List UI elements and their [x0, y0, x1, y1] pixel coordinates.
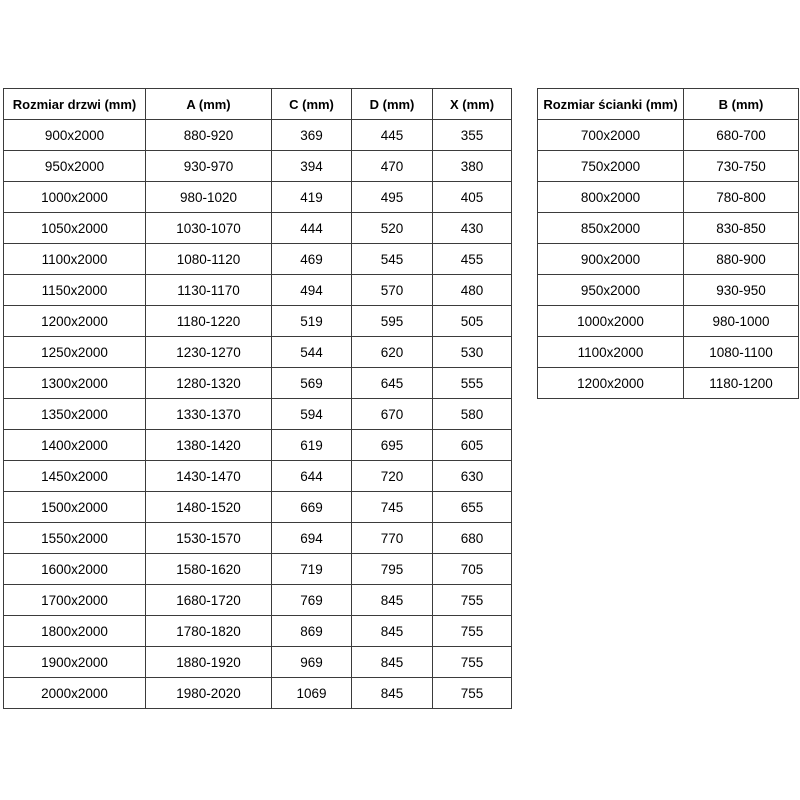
table-cell: 419: [272, 182, 352, 213]
table-cell: 795: [352, 554, 433, 585]
table-cell: 569: [272, 368, 352, 399]
table-cell: 845: [352, 678, 433, 709]
header-cell: Rozmiar ścianki (mm): [538, 89, 684, 120]
table-cell: 1330-1370: [146, 399, 272, 430]
table-cell: 605: [433, 430, 512, 461]
table-row: [538, 368, 799, 399]
table-row: [538, 120, 799, 151]
table-cell: 850x2000: [538, 213, 684, 244]
table-cell: 369: [272, 120, 352, 151]
table-cell: 1680-1720: [146, 585, 272, 616]
table-row: [4, 244, 512, 275]
header-cell: Rozmiar drzwi (mm): [4, 89, 146, 120]
table-cell: 1450x2000: [4, 461, 146, 492]
table-cell: 1100x2000: [538, 337, 684, 368]
table-cell: 880-920: [146, 120, 272, 151]
table-cell: 695: [352, 430, 433, 461]
table-cell: 1130-1170: [146, 275, 272, 306]
table-cell: 544: [272, 337, 352, 368]
header-row: [538, 89, 799, 120]
table-cell: 630: [433, 461, 512, 492]
table-cell: 1580-1620: [146, 554, 272, 585]
table-cell: 1480-1520: [146, 492, 272, 523]
header-row: [4, 89, 512, 120]
table-cell: 669: [272, 492, 352, 523]
table-row: [4, 182, 512, 213]
table-row: [4, 492, 512, 523]
table-cell: 1350x2000: [4, 399, 146, 430]
table-cell: 745: [352, 492, 433, 523]
table-cell: 1150x2000: [4, 275, 146, 306]
table-cell: 519: [272, 306, 352, 337]
table-cell: 480: [433, 275, 512, 306]
table-cell: 755: [433, 678, 512, 709]
wall-size-table: [537, 88, 799, 399]
table-cell: 845: [352, 647, 433, 678]
table-cell: 1400x2000: [4, 430, 146, 461]
table-cell: 845: [352, 616, 433, 647]
table-cell: 530: [433, 337, 512, 368]
table-cell: 800x2000: [538, 182, 684, 213]
table-cell: 930-970: [146, 151, 272, 182]
table-cell: 980-1000: [684, 306, 799, 337]
table-cell: 1530-1570: [146, 523, 272, 554]
table-cell: 780-800: [684, 182, 799, 213]
table-row: [4, 585, 512, 616]
table-cell: 470: [352, 151, 433, 182]
header-cell: D (mm): [352, 89, 433, 120]
table-cell: 1600x2000: [4, 554, 146, 585]
table-row: [538, 244, 799, 275]
door-size-table: [3, 88, 512, 709]
header-cell: C (mm): [272, 89, 352, 120]
table-cell: 380: [433, 151, 512, 182]
table-cell: 355: [433, 120, 512, 151]
table-cell: 505: [433, 306, 512, 337]
table-cell: 494: [272, 275, 352, 306]
table-cell: 1180-1200: [684, 368, 799, 399]
table-row: [4, 151, 512, 182]
table-cell: 1800x2000: [4, 616, 146, 647]
table-cell: 1000x2000: [538, 306, 684, 337]
table-cell: 930-950: [684, 275, 799, 306]
table-cell: 755: [433, 585, 512, 616]
table-cell: 1300x2000: [4, 368, 146, 399]
table-row: [4, 306, 512, 337]
table-cell: 1200x2000: [4, 306, 146, 337]
table-cell: 755: [433, 647, 512, 678]
table-row: [4, 430, 512, 461]
table-cell: 670: [352, 399, 433, 430]
table-cell: 1900x2000: [4, 647, 146, 678]
table-cell: 1550x2000: [4, 523, 146, 554]
table-cell: 595: [352, 306, 433, 337]
table-cell: 644: [272, 461, 352, 492]
table-cell: 1050x2000: [4, 213, 146, 244]
header-cell: A (mm): [146, 89, 272, 120]
table-cell: 405: [433, 182, 512, 213]
table-cell: 430: [433, 213, 512, 244]
table-cell: 444: [272, 213, 352, 244]
table-cell: 680: [433, 523, 512, 554]
table-cell: 900x2000: [4, 120, 146, 151]
table-row: [4, 337, 512, 368]
table-cell: 769: [272, 585, 352, 616]
table-row: [4, 616, 512, 647]
table-row: [4, 399, 512, 430]
table-cell: 830-850: [684, 213, 799, 244]
table-cell: 1000x2000: [4, 182, 146, 213]
table-cell: 2000x2000: [4, 678, 146, 709]
table-cell: 719: [272, 554, 352, 585]
table-cell: 705: [433, 554, 512, 585]
table-row: [4, 647, 512, 678]
table-cell: 1069: [272, 678, 352, 709]
table-cell: 730-750: [684, 151, 799, 182]
table-cell: 1080-1100: [684, 337, 799, 368]
table-cell: 980-1020: [146, 182, 272, 213]
table-cell: 1250x2000: [4, 337, 146, 368]
table-cell: 455: [433, 244, 512, 275]
table-cell: 570: [352, 275, 433, 306]
table-cell: 1100x2000: [4, 244, 146, 275]
table-row: [538, 182, 799, 213]
table-row: [4, 461, 512, 492]
table-cell: 620: [352, 337, 433, 368]
table-cell: 950x2000: [4, 151, 146, 182]
table-cell: 755: [433, 616, 512, 647]
table-cell: 880-900: [684, 244, 799, 275]
table-cell: 555: [433, 368, 512, 399]
table-cell: 1280-1320: [146, 368, 272, 399]
table-cell: 1500x2000: [4, 492, 146, 523]
table-row: [538, 275, 799, 306]
table-row: [4, 120, 512, 151]
header-cell: X (mm): [433, 89, 512, 120]
table-row: [4, 213, 512, 244]
table-cell: 770: [352, 523, 433, 554]
table-cell: 1230-1270: [146, 337, 272, 368]
table-cell: 1030-1070: [146, 213, 272, 244]
header-cell: B (mm): [684, 89, 799, 120]
table-row: [538, 151, 799, 182]
table-cell: 520: [352, 213, 433, 244]
table-cell: 1180-1220: [146, 306, 272, 337]
table-cell: 1380-1420: [146, 430, 272, 461]
table-row: [4, 368, 512, 399]
table-row: [4, 678, 512, 709]
table-row: [4, 523, 512, 554]
table-cell: 694: [272, 523, 352, 554]
table-cell: 545: [352, 244, 433, 275]
table-row: [538, 306, 799, 337]
table-cell: 1880-1920: [146, 647, 272, 678]
table-cell: 580: [433, 399, 512, 430]
table-row: [538, 213, 799, 244]
table-cell: 645: [352, 368, 433, 399]
table-row: [538, 337, 799, 368]
table-row: [4, 554, 512, 585]
table-cell: 750x2000: [538, 151, 684, 182]
table-cell: 869: [272, 616, 352, 647]
table-cell: 700x2000: [538, 120, 684, 151]
table-cell: 1200x2000: [538, 368, 684, 399]
table-row: [4, 275, 512, 306]
table-cell: 950x2000: [538, 275, 684, 306]
table-cell: 445: [352, 120, 433, 151]
table-cell: 1080-1120: [146, 244, 272, 275]
table-cell: 469: [272, 244, 352, 275]
table-cell: 1700x2000: [4, 585, 146, 616]
table-cell: 720: [352, 461, 433, 492]
table-cell: 619: [272, 430, 352, 461]
table-cell: 969: [272, 647, 352, 678]
table-cell: 900x2000: [538, 244, 684, 275]
table-cell: 655: [433, 492, 512, 523]
table-cell: 495: [352, 182, 433, 213]
table-cell: 594: [272, 399, 352, 430]
table-cell: 394: [272, 151, 352, 182]
table-cell: 680-700: [684, 120, 799, 151]
table-cell: 1780-1820: [146, 616, 272, 647]
table-cell: 845: [352, 585, 433, 616]
table-cell: 1430-1470: [146, 461, 272, 492]
table-cell: 1980-2020: [146, 678, 272, 709]
